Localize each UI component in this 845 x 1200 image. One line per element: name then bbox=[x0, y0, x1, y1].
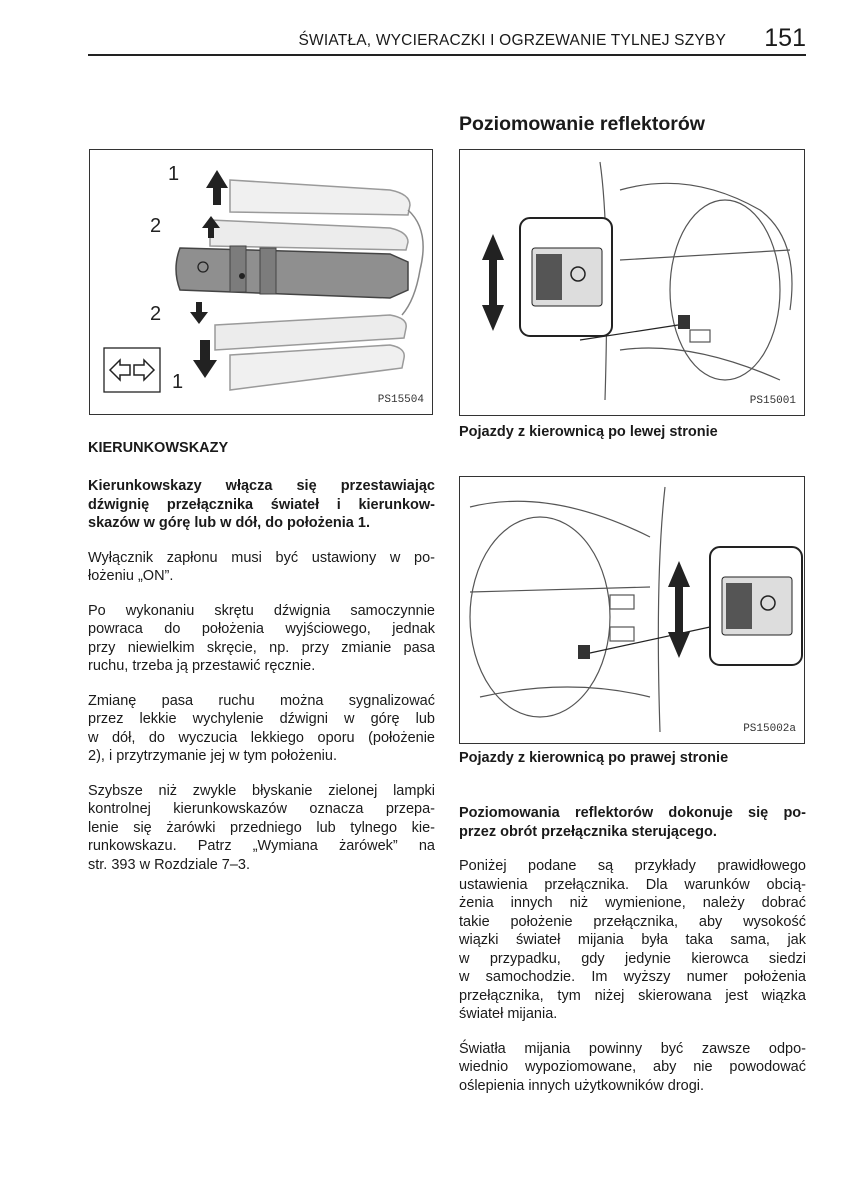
lhd-dashboard-illustration bbox=[460, 150, 804, 415]
caption-rhd: Pojazdy z kierownicą po prawej stronie bbox=[459, 750, 729, 766]
auto-return-paragraph: Po wykonaniu skrętu dźwignia samoczynnie powraca do położenia wyjściowego, jednak przy niewielkim skręcie, np. przy zmianie pasa ruchu, trzeba ją przestawić ręcznie. bbox=[88, 602, 435, 674]
page-number: 151 bbox=[764, 24, 806, 52]
right-column-text bbox=[459, 804, 806, 1111]
turn-signals-heading: KIERUNKOWSKAZY bbox=[88, 440, 229, 456]
stalk-illustration bbox=[90, 150, 432, 414]
running-title: ŚWIATŁA, WYCIERACZKI I OGRZEWANIE TYLNEJ SZYBY bbox=[298, 32, 726, 49]
turn-signal-stalk-figure bbox=[89, 149, 433, 415]
rhd-dashboard-illustration bbox=[460, 477, 804, 743]
turn-signals-intro: Kierunkowskazy włącza się przestawiając dźwignię przełącznika świateł i kierunkow- skazów w górę lub w dół, do położenia 1. bbox=[88, 478, 435, 531]
figure-code: PS15002a bbox=[743, 723, 796, 735]
leveling-intro: Poziomowania reflektorów dokonuje się po- przez obrót przełącznika sterującego. bbox=[459, 805, 806, 840]
position-label: 1 bbox=[168, 163, 180, 185]
position-label: 2 bbox=[150, 303, 162, 325]
headlight-leveling-lhd-figure bbox=[459, 149, 805, 416]
lane-change-paragraph: Zmianę pasa ruchu można sygnalizować przez lekkie wychylenie dźwigni w górę lub w dół, do wyczucia lekkiego oporu (położenie 2), i przytrzymanie jej w tym położeniu. bbox=[88, 692, 435, 764]
leveling-warning-paragraph: Światła mijania powinny być zawsze odpo- wiednio wypoziomowane, aby nie powodować oślepienia innych użytkowników drogi. bbox=[459, 1040, 806, 1094]
leveling-examples-paragraph: Poniżej podane są przykłady prawidłowego ustawienia przełącznika. Dla warunków obcią- żenia innych niż wymienione, należy dobrać takie położenie przełącznika, aby wysokość wiązki świateł mijania była taka sama, jak w przypadku, gdy jedynie kierowca siedzi w samochodzie. Im wyższy numer położenia przełącznika, tym niżej skierowana jest wiązka świateł mijania. bbox=[459, 858, 806, 1022]
position-label: 1 bbox=[172, 371, 184, 393]
ignition-paragraph: Wyłącznik zapłonu musi być ustawiony w po- łożeniu „ON”. bbox=[88, 549, 435, 584]
figure-code: PS15504 bbox=[377, 394, 424, 406]
position-label: 2 bbox=[150, 215, 162, 237]
page-header bbox=[88, 26, 806, 56]
section-title: Poziomowanie reflektorów bbox=[459, 113, 705, 135]
figure-code: PS15001 bbox=[749, 395, 796, 407]
caption-lhd: Pojazdy z kierownicą po lewej stronie bbox=[459, 424, 718, 440]
headlight-leveling-rhd-figure bbox=[459, 476, 805, 744]
left-column-text bbox=[88, 477, 435, 890]
bulb-failure-paragraph: Szybsze niż zwykle błyskanie zielonej lampki kontrolnej kierunkowskazów oznacza przepa- lenie się żarówki przedniego lub tylnego kie- runkowskazu. Patrz „Wymiana żarówek” na str. 393 w Rozdziale 7–3. bbox=[88, 782, 435, 873]
